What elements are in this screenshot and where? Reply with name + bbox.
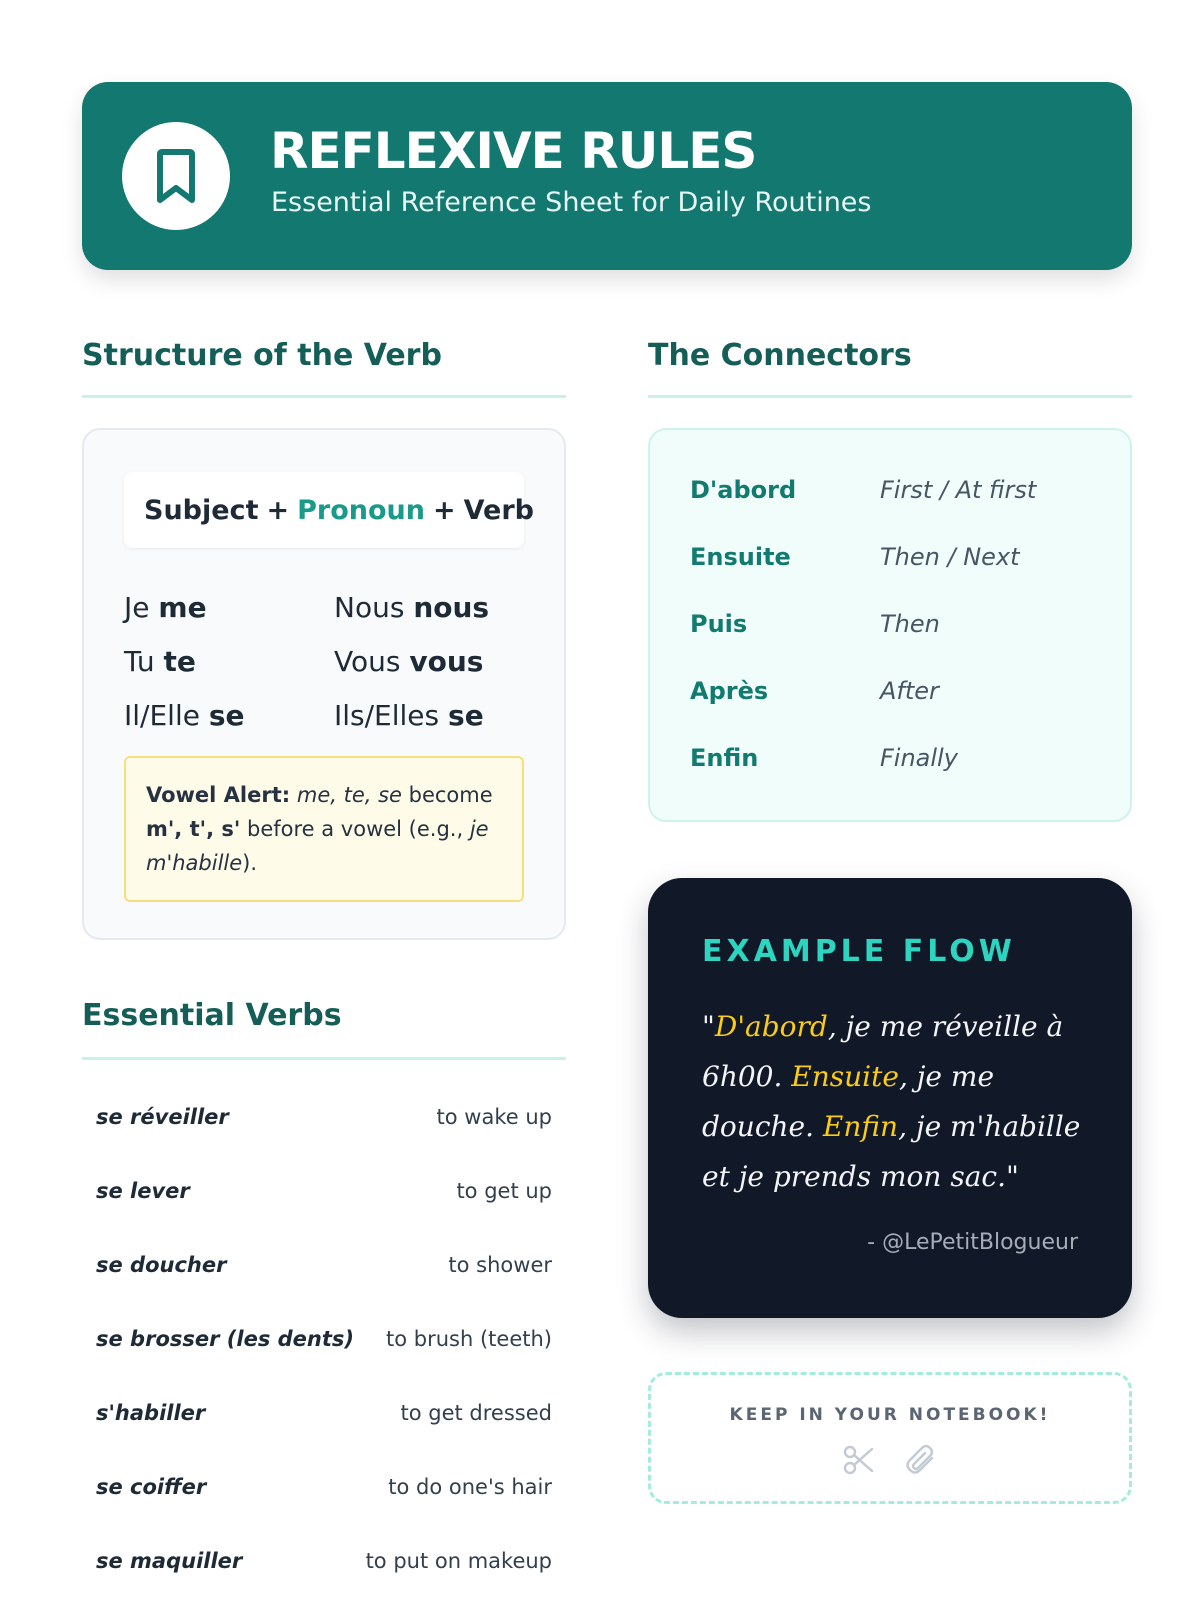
pronoun-row <box>124 580 544 634</box>
connector-row: Puis Then <box>690 610 940 638</box>
structure-heading: Structure of the Verb <box>82 338 442 373</box>
list-item: se réveiller to wake up <box>96 1105 552 1129</box>
pronoun-cell: Nous nous <box>334 590 490 624</box>
notebook-text: KEEP IN YOUR NOTEBOOK! <box>729 1405 1051 1425</box>
structure-card <box>82 428 566 940</box>
connector-row: D'abord First / At first <box>690 476 1037 504</box>
list-item: se coiffer to do one's hair <box>96 1475 552 1499</box>
vowel-alert: Vowel Alert: me, te, se become m', t', s' before a vowel (e.g., je m'habille). <box>124 756 524 902</box>
connector-highlight: Ensuite <box>791 1060 899 1093</box>
connector-row: Enfin Finally <box>690 744 958 772</box>
scissors-icon <box>842 1443 876 1477</box>
pronoun-cell: Je me <box>124 590 207 624</box>
connectors-heading: The Connectors <box>648 338 912 373</box>
quote-author: - @LePetitBlogueur <box>867 1230 1078 1255</box>
header-badge <box>122 122 230 230</box>
formula-subject: Subject <box>144 494 259 526</box>
formula-box <box>124 472 534 548</box>
page-subtitle: Essential Reference Sheet for Daily Routines <box>271 187 872 218</box>
formula-plus: + <box>432 494 456 526</box>
section-divider <box>82 1057 566 1060</box>
pronoun-grid <box>124 580 544 742</box>
pronoun-cell: Il/Elle se <box>124 698 245 732</box>
pronoun-row <box>124 688 544 742</box>
connectors-card <box>648 428 1132 822</box>
paperclip-icon <box>904 1443 938 1477</box>
bookmark-icon <box>152 148 200 206</box>
connector-highlight: Enfin <box>822 1110 899 1143</box>
pronoun-cell: Tu te <box>124 644 196 678</box>
pronoun-cell: Vous vous <box>334 644 484 678</box>
page-title: REFLEXIVE RULES <box>270 122 757 180</box>
connector-highlight: D'abord <box>714 1010 828 1043</box>
list-item: se maquiller to put on makeup <box>96 1549 552 1573</box>
pronoun-row <box>124 634 544 688</box>
example-title: EXAMPLE FLOW <box>702 934 1016 969</box>
connector-row: Ensuite Then / Next <box>690 543 1020 571</box>
list-item: se doucher to shower <box>96 1253 552 1277</box>
list-item: s'habiller to get dressed <box>96 1401 552 1425</box>
notebook-icons <box>651 1443 1129 1477</box>
verb-list <box>82 1080 566 1598</box>
formula-plus: + <box>266 494 290 526</box>
list-item: se lever to get up <box>96 1179 552 1203</box>
vowel-alert-label: Vowel Alert: <box>146 783 291 807</box>
formula-verb: Verb <box>463 494 534 526</box>
example-quote: "D'abord, je me réveille à 6h00. Ensuite, je me douche. Enfin, je m'habille et je prends mon sac." <box>702 1010 1081 1193</box>
list-item: se brosser (les dents) to brush (teeth) <box>96 1327 552 1351</box>
notebook-reminder <box>648 1372 1132 1504</box>
example-card <box>648 878 1132 1318</box>
section-divider <box>82 395 566 398</box>
verbs-heading: Essential Verbs <box>82 998 342 1033</box>
formula-pronoun: Pronoun <box>297 494 425 526</box>
connector-row: Après After <box>690 677 939 705</box>
section-divider <box>648 395 1132 398</box>
header-banner <box>82 82 1132 270</box>
pronoun-cell: Ils/Elles se <box>334 698 484 732</box>
